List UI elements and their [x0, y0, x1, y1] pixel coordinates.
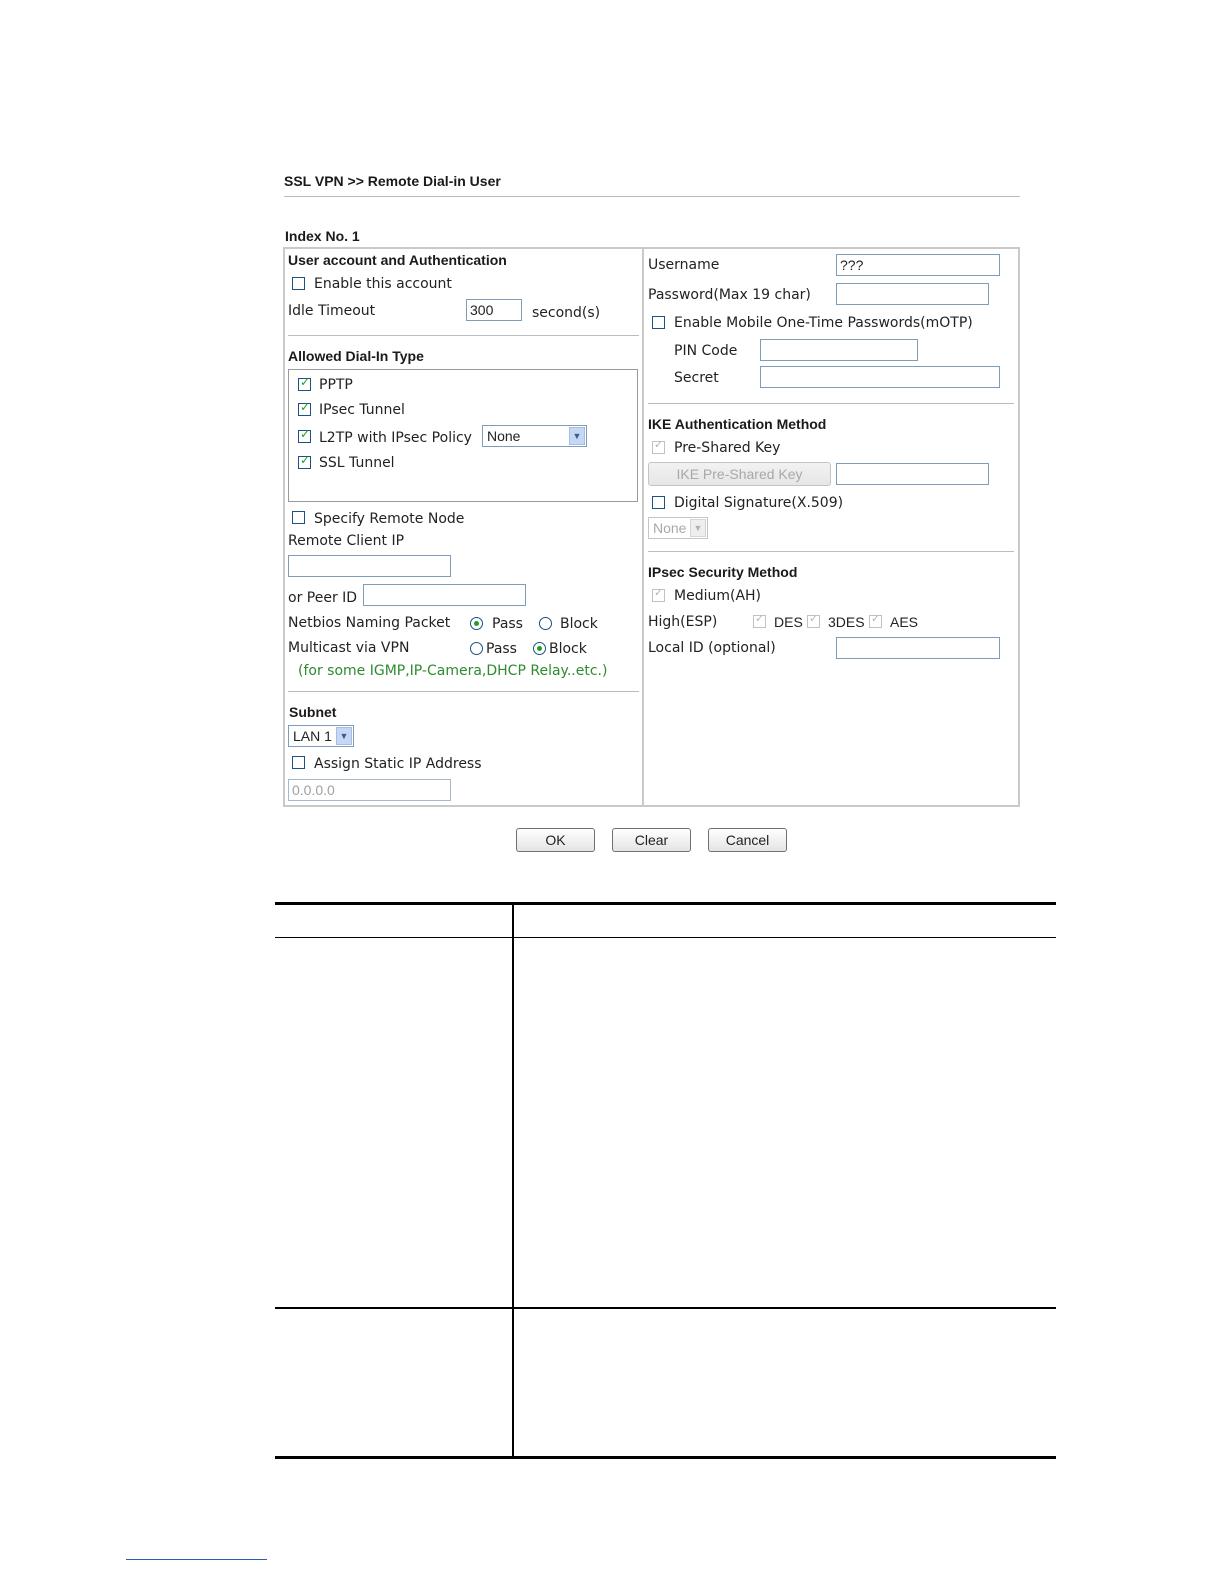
digital-signature-select[interactable] — [648, 517, 708, 539]
pin-code-label: PIN Code — [674, 343, 738, 359]
pin-code-input[interactable] — [760, 339, 918, 361]
header-divider — [284, 196, 1020, 197]
ike-psk-button[interactable]: IKE Pre-Shared Key — [648, 462, 831, 486]
motp-label: Enable Mobile One-Time Passwords(mOTP) — [674, 315, 973, 331]
table-header-rule — [275, 937, 1056, 938]
netbios-pass-radio[interactable] — [470, 617, 483, 630]
l2tp-label: L2TP with IPsec Policy — [319, 430, 472, 446]
subnet-value: LAN 1 — [293, 728, 332, 744]
table-top-rule — [275, 902, 1056, 905]
right-divider-1 — [648, 403, 1014, 404]
multicast-label: Multicast via VPN — [288, 640, 410, 656]
netbios-label: Netbios Naming Packet — [288, 615, 451, 631]
static-ip-input[interactable]: 0.0.0.0 — [288, 779, 451, 801]
3des-label: 3DES — [828, 614, 865, 630]
assign-static-ip-label: Assign Static IP Address — [314, 756, 482, 772]
ipsec-tunnel-label: IPsec Tunnel — [319, 402, 405, 418]
clear-button[interactable]: Clear — [612, 828, 691, 852]
cancel-button[interactable]: Cancel — [708, 828, 787, 852]
3des-checkbox[interactable] — [807, 615, 820, 628]
specify-remote-node-checkbox[interactable] — [292, 511, 305, 524]
des-label: DES — [774, 614, 803, 630]
peer-id-input[interactable] — [363, 584, 526, 606]
specify-remote-node-label: Specify Remote Node — [314, 511, 465, 527]
account-section-title: User account and Authentication — [288, 252, 507, 268]
ike-psk-input[interactable] — [836, 463, 989, 485]
ipsec-tunnel-checkbox[interactable] — [298, 403, 311, 416]
ssl-tunnel-label: SSL Tunnel — [319, 455, 395, 471]
medium-ah-checkbox[interactable] — [652, 589, 665, 602]
l2tp-checkbox[interactable] — [298, 430, 311, 443]
digital-signature-label: Digital Signature(X.509) — [674, 495, 844, 511]
table-row-rule — [275, 1307, 1056, 1309]
multicast-hint: (for some IGMP,IP-Camera,DHCP Relay..etc.) — [298, 663, 608, 679]
pptp-checkbox[interactable] — [298, 378, 311, 391]
idle-timeout-unit: second(s) — [532, 305, 601, 321]
local-id-input[interactable] — [836, 637, 1000, 659]
left-divider-1 — [288, 335, 639, 336]
ok-button[interactable]: OK — [516, 828, 595, 852]
table-bottom-rule — [275, 1456, 1056, 1459]
password-input[interactable] — [836, 283, 989, 305]
table-column-divider — [512, 904, 514, 1457]
chevron-down-icon: ▼ — [569, 427, 585, 445]
pre-shared-key-label: Pre-Shared Key — [674, 440, 781, 456]
motp-checkbox[interactable] — [652, 316, 665, 329]
aes-checkbox[interactable] — [869, 615, 882, 628]
footnote-rule — [126, 1559, 267, 1560]
enable-account-label: Enable this account — [314, 276, 452, 292]
left-divider-2 — [288, 691, 639, 692]
multicast-pass-radio[interactable] — [470, 642, 483, 655]
breadcrumb: SSL VPN >> Remote Dial-in User — [284, 173, 501, 189]
local-id-label: Local ID (optional) — [648, 640, 776, 656]
peer-id-label: or Peer ID — [288, 590, 358, 606]
l2tp-policy-value: None — [487, 428, 521, 444]
enable-account-checkbox[interactable] — [292, 277, 305, 290]
index-label: Index No. 1 — [285, 228, 360, 244]
dialin-section-title: Allowed Dial-In Type — [288, 348, 424, 364]
des-checkbox[interactable] — [753, 615, 766, 628]
digital-signature-checkbox[interactable] — [652, 496, 665, 509]
medium-ah-label: Medium(AH) — [674, 588, 762, 604]
ipsec-section-title: IPsec Security Method — [648, 564, 798, 580]
pptp-label: PPTP — [319, 377, 353, 393]
assign-static-ip-checkbox[interactable] — [292, 756, 305, 769]
subnet-select[interactable] — [288, 725, 354, 747]
ssl-tunnel-checkbox[interactable] — [298, 456, 311, 469]
username-input[interactable]: ??? — [836, 254, 1000, 276]
ike-section-title: IKE Authentication Method — [648, 416, 827, 432]
multicast-block-label: Block — [549, 641, 587, 657]
remote-client-ip-label: Remote Client IP — [288, 533, 405, 549]
secret-label: Secret — [674, 370, 719, 386]
secret-input[interactable] — [760, 366, 1000, 388]
netbios-pass-label: Pass — [492, 616, 523, 632]
password-label: Password(Max 19 char) — [648, 287, 811, 303]
aes-label: AES — [890, 614, 919, 630]
netbios-block-radio[interactable] — [539, 617, 552, 630]
high-esp-label: High(ESP) — [648, 614, 718, 630]
l2tp-policy-select[interactable] — [482, 425, 587, 447]
pre-shared-key-checkbox[interactable] — [652, 441, 665, 454]
subnet-title: Subnet — [289, 704, 337, 720]
remote-client-ip-input[interactable] — [288, 555, 451, 577]
digital-signature-value: None — [653, 520, 687, 536]
chevron-down-icon: ▼ — [690, 519, 706, 537]
right-divider-2 — [648, 551, 1014, 552]
idle-timeout-label: Idle Timeout — [288, 303, 376, 319]
left-panel — [283, 247, 644, 807]
multicast-block-radio[interactable] — [533, 642, 546, 655]
netbios-block-label: Block — [560, 616, 598, 632]
idle-timeout-input[interactable]: 300 — [466, 299, 522, 321]
multicast-pass-label: Pass — [486, 641, 517, 657]
username-label: Username — [648, 257, 720, 273]
chevron-down-icon: ▼ — [336, 727, 352, 745]
